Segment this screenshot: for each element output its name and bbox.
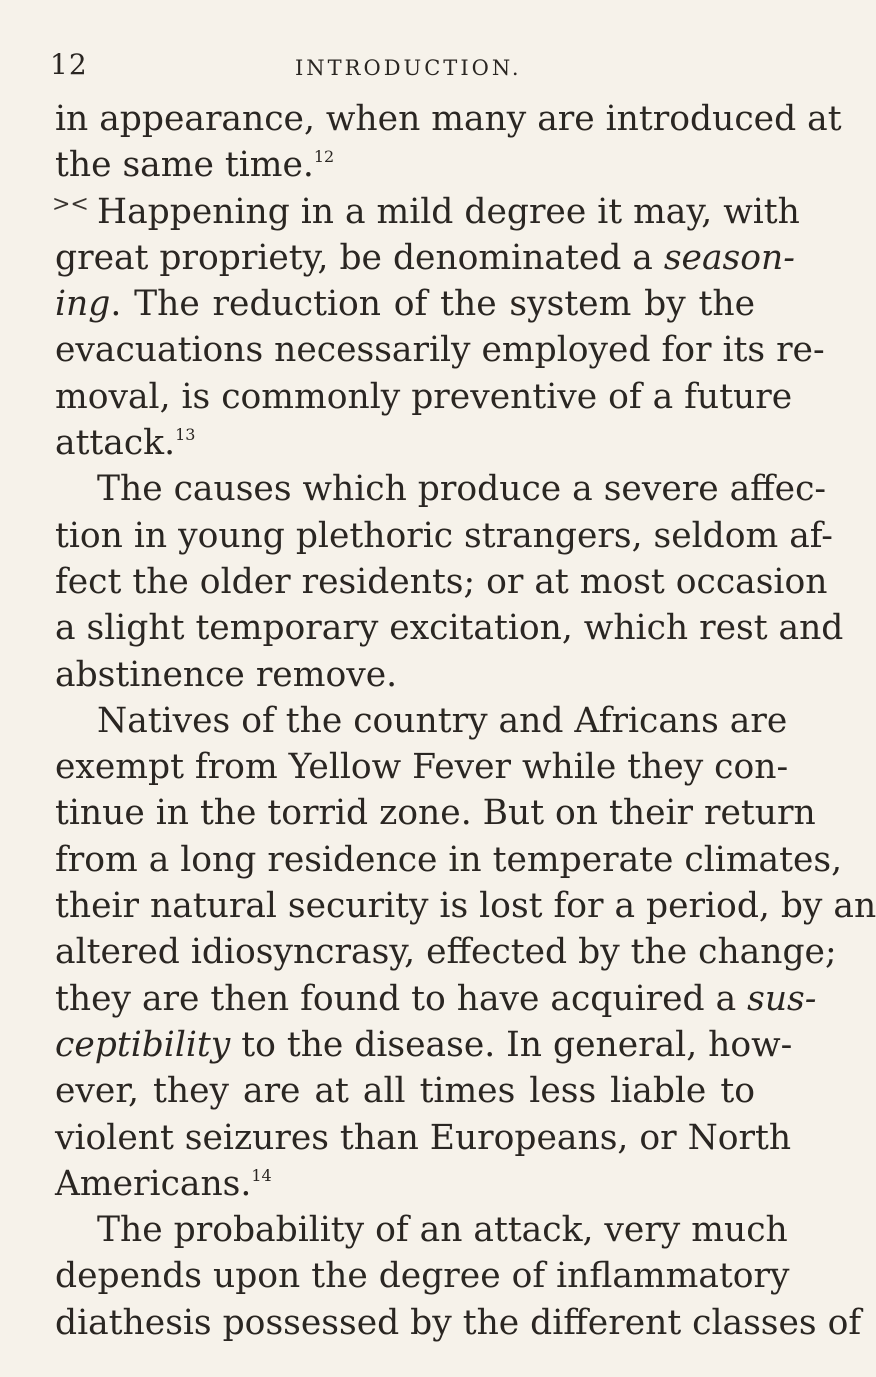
line-text: The causes which produce a severe affec- (97, 469, 827, 510)
text-line (55, 1253, 790, 1299)
line-text: evacuations necessarily employed for its re- (55, 330, 825, 371)
text-line (55, 1207, 788, 1253)
line-text: ever, they are at all times less liable to (55, 1071, 755, 1112)
line-text: fect the older residents; or at most occasion (55, 561, 828, 602)
line-text: diathesis possessed by the different classes of (55, 1302, 862, 1343)
line-text: violent seizures than Europeans, or North (55, 1117, 792, 1158)
italic-text: sus- (747, 978, 817, 1019)
text-line (55, 142, 755, 188)
margin-mark: >< (52, 192, 89, 217)
text-line (55, 513, 833, 559)
italic-text: ing (55, 284, 111, 325)
text-line (55, 976, 817, 1022)
text-line (55, 744, 789, 790)
text-line (55, 327, 825, 373)
text-line (55, 1115, 792, 1161)
text-line (55, 96, 842, 142)
line-text: to the disease. In general, how- (230, 1024, 793, 1065)
body-text (55, 96, 876, 1346)
line-text: . The reduction of the system by the (110, 284, 755, 325)
line-text: a slight temporary excitation, which rest and (55, 608, 844, 649)
line-text: great propriety, be denominated a (55, 237, 664, 278)
footnote-ref: 14 (251, 1165, 272, 1185)
line-text: moval, is commonly preventive of a future (55, 376, 793, 417)
italic-text: ceptibility (55, 1024, 231, 1065)
footnote-ref: 13 (175, 425, 196, 445)
text-line (55, 652, 755, 698)
text-line (55, 420, 755, 466)
text-line (55, 189, 800, 235)
line-text: attack. (55, 423, 176, 464)
line-text: Happening in a mild degree it may, with (97, 191, 800, 232)
line-text: from a long residence in temperate climates, (55, 839, 843, 880)
text-line (55, 559, 828, 605)
footnote-ref: 12 (313, 147, 335, 167)
text-line (55, 235, 795, 281)
line-text: abstinence remove. (55, 654, 398, 695)
text-line (55, 790, 816, 836)
italic-text: season- (663, 237, 795, 278)
text-line (55, 837, 843, 883)
line-text: altered idiosyncrasy, effected by the change; (55, 932, 837, 973)
line-text: Americans. (55, 1163, 252, 1204)
line-text: the same time. (55, 145, 314, 186)
line-text: in appearance, when many are introduced at (55, 99, 842, 139)
text-line (55, 1068, 755, 1114)
text-line (55, 929, 837, 975)
line-text: Natives of the country and Africans are (97, 700, 788, 741)
text-line (55, 374, 793, 420)
running-title: INTRODUCTION. (295, 56, 522, 80)
text-line (55, 1300, 862, 1346)
line-text: exempt from Yellow Fever while they con- (55, 747, 789, 788)
text-line (55, 1022, 793, 1068)
text-line (55, 466, 827, 512)
line-text: tinue in the torrid zone. But on their return (55, 793, 816, 834)
line-text: their natural security is lost for a period, by an (55, 886, 876, 927)
text-line (55, 1161, 755, 1207)
line-text: tion in young plethoric strangers, seldom af- (55, 515, 833, 556)
text-line (55, 281, 755, 327)
line-text: they are then found to have acquired a (55, 978, 748, 1019)
line-text: The probability of an attack, very much (97, 1210, 788, 1251)
running-head (50, 48, 780, 84)
page-number: 12 (50, 48, 88, 81)
text-line (55, 605, 844, 651)
text-line (55, 698, 788, 744)
text-line (55, 883, 876, 929)
line-text: depends upon the degree of inflammatory (55, 1256, 790, 1297)
